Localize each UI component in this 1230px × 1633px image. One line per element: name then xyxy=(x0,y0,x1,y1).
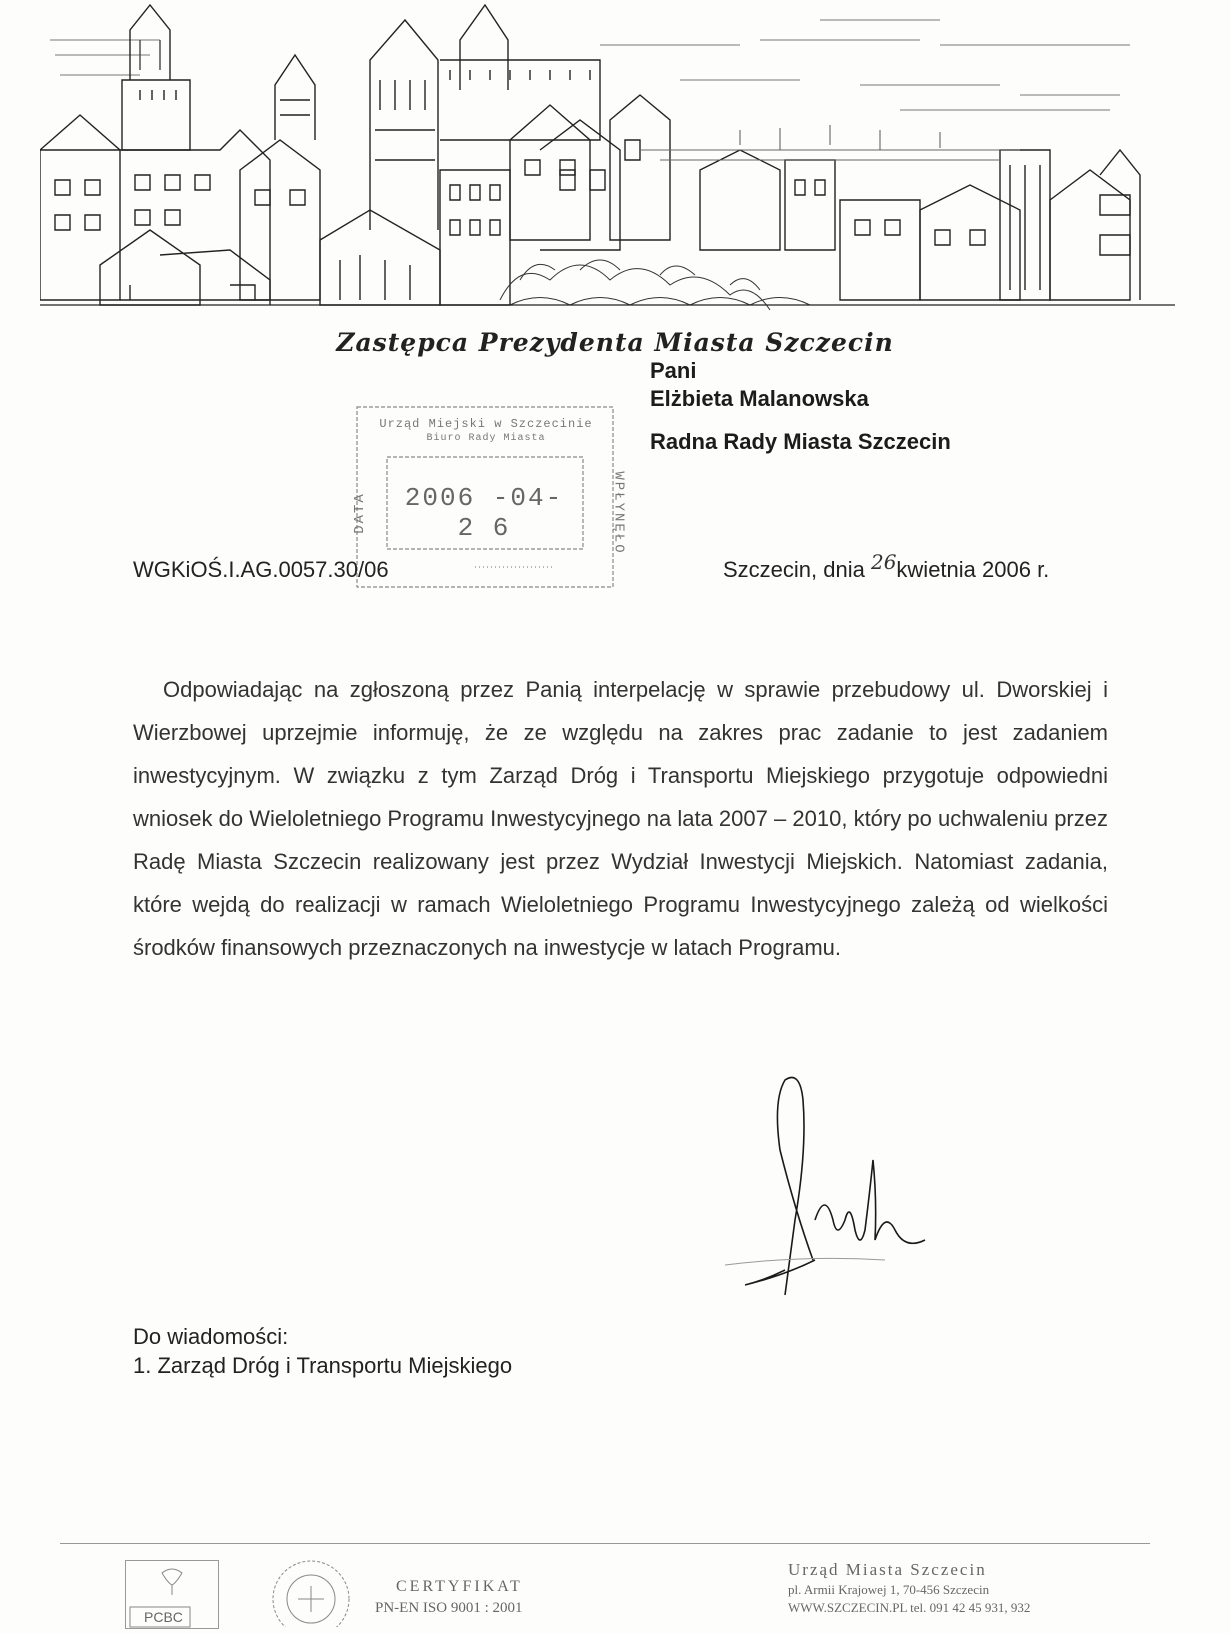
addressee-name: Elżbieta Malanowska xyxy=(650,386,869,411)
pcbc-logo-label: PCBC xyxy=(144,1609,183,1625)
cc-heading: Do wiadomości: xyxy=(133,1324,289,1349)
handwritten-signature xyxy=(725,1070,985,1310)
received-stamp xyxy=(351,405,627,593)
footer-office-contact: WWW.SZCZECIN.PL tel. 091 42 45 931, 932 xyxy=(788,1600,1031,1615)
stamp-date: 2006 -04- 2 6 xyxy=(404,483,564,543)
city-skyline-illustration xyxy=(40,0,1175,320)
stamp-vertical-right: WPŁYNĘŁO xyxy=(610,471,627,555)
place-date-prefix: Szczecin, dnia xyxy=(723,557,871,582)
footer-divider xyxy=(60,1543,1150,1544)
cc-item: 1. Zarząd Dróg i Transportu Miejskiego xyxy=(133,1353,513,1378)
addressee-role: Radna Rady Miasta Szczecin xyxy=(650,429,951,454)
letter-body: Odpowiadając na zgłoszoną przez Panią interpelację w sprawie przebudowy ul. Dworskiej i Wierzbowej uprzejmie informuję, że ze względu na zakres prac zadanie to jest zadaniem inwestycyjnym. W związku z tym Zarząd Dróg i Transportu Miejskiego przygotuje odpowiedni wniosek do Wieloletniego Programu Inwestycyjnego na lata 2007 – 2010, który po uchwaleniu przez Radę Miasta Szczecin realizowany jest przez Wydział Inwestycji Miejskich. Natomiast zadania, które wejdą do realizacji w ramach Wieloletniego Programu Inwestycyjnego zależą od wielkości środków finansowych przeznaczonych na inwestycje w latach Programu. xyxy=(133,677,1108,960)
certificate-standard: PN-EN ISO 9001 : 2001 xyxy=(375,1600,523,1616)
place-date-suffix: kwietnia 2006 r. xyxy=(896,557,1050,582)
certificate-title: CERTYFIKAT xyxy=(396,1578,523,1595)
cc-block xyxy=(133,1322,512,1380)
stamp-office-line: Urząd Miejski w Szczecinie xyxy=(379,417,593,431)
place-date xyxy=(723,550,1050,583)
certification-seal-icon xyxy=(268,1556,354,1627)
stamp-department-line: Biuro Rady Miasta xyxy=(426,433,546,444)
footer-office-name: Urząd Miasta Szczecin xyxy=(788,1560,987,1579)
office-title: Zastępca Prezydenta Miasta Szczecin xyxy=(336,328,894,357)
footer-office-address: pl. Armii Krajowej 1, 70-456 Szczecin xyxy=(788,1582,990,1597)
reference-code: WGKiOŚ.I.AG.0057.30/06 xyxy=(133,557,389,582)
sky-hatching xyxy=(50,20,1130,110)
stamp-vertical-left: DATA xyxy=(351,492,368,534)
handwritten-day: 26 xyxy=(870,550,897,574)
addressee-salutation: Pani xyxy=(650,358,697,383)
pcbc-logo xyxy=(125,1560,219,1629)
